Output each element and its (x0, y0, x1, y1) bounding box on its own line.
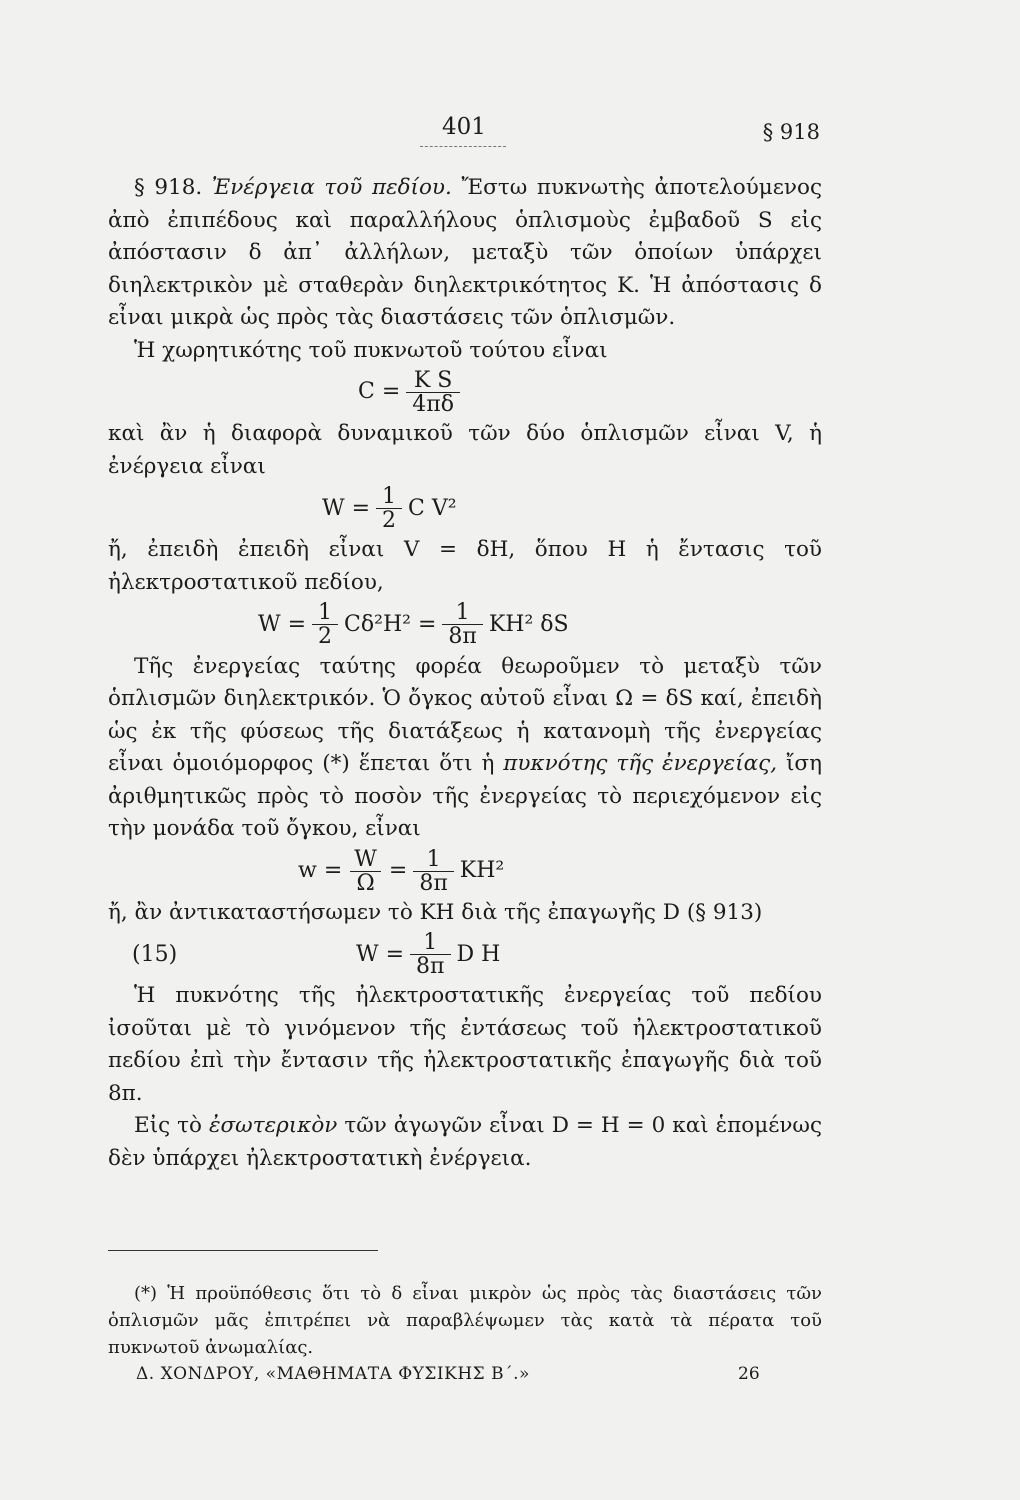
carrier-text-after: ἴση ἀριθμητικῶς πρὸς τὸ ποσὸν τῆς ἐνεργείας τὸ περιεχόμενον εἰς τὴν μονάδα τοῦ ὄγκου, εἶναι (108, 751, 822, 842)
denominator: 2 (376, 508, 402, 532)
carrier-paragraph (108, 651, 822, 846)
eq-rhs: KH² δS (488, 611, 569, 637)
numerator: K S (413, 368, 453, 393)
equation-15 (108, 931, 822, 978)
eq-lhs: W = (356, 941, 405, 967)
fraction (410, 931, 450, 978)
denominator: 8π (413, 871, 453, 895)
denominator: Ω (350, 871, 380, 895)
energy-text: καὶ ἂν ἡ διαφορὰ δυναμικοῦ τῶν δύο ὁπλισμῶν εἶναι V, ἡ ἐνέργεια εἶναι (108, 421, 822, 479)
substitution-text: ἤ, ἂν ἀντικαταστήσωμεν τὸ KH διὰ τῆς ἐπαγωγῆς D (§ 913) (108, 899, 763, 925)
footnote-rule (108, 1250, 378, 1251)
numerator: 1 (318, 600, 333, 626)
fraction (376, 485, 402, 532)
conclusion-paragraph: Ἡ πυκνότης τῆς ἠλεκτροστατικῆς ἐνεργείας τοῦ πεδίου ἰσοῦται μὲ τὸ γινόμενον τῆς ἐντάσεως τοῦ ἠλεκτροστατικοῦ πεδίου ἐπὶ τὴν ἔντασιν τῆς ἠλεκτροστατικῆς ἐπαγωγῆς διὰ τοῦ 8π. (108, 983, 822, 1106)
fraction (442, 601, 482, 648)
fraction (413, 848, 453, 895)
footer-author-book: Δ. ΧΟΝΔΡΟΥ, «ΜΑΘΗΜΑΤΑ ΦΥΣΙΚΗΣ Β΄.» (136, 1364, 530, 1384)
numerator: 1 (423, 930, 438, 956)
interior-paragraph (108, 1110, 822, 1175)
eq-lhs: w = (298, 857, 343, 883)
denominator: 4πδ (406, 392, 460, 416)
fraction (348, 848, 383, 895)
footnote: (*) Ἡ προϋπόθεσις ὅτι τὸ δ εἶναι μικρὸν ὡς πρὸς τὰς διαστάσεις τῶν ὁπλισμῶν μᾶς ἐπιτρέπει νὰ παραβλέψωμεν τὰς κατὰ τὰ πέρατα τοῦ πυκνωτοῦ ἀνωμαλίας. (108, 1283, 822, 1358)
numerator: 1 (426, 846, 441, 872)
section-reference: § 918 (762, 120, 820, 144)
eq-middle: Cδ²H² = (344, 611, 437, 637)
section-number: § 918. (134, 175, 203, 200)
interior-text-after: τῶν ἀγωγῶν εἶναι D = H = 0 καὶ ἑπομένως δὲν ὑπάρχει ἠλεκτροστατικὴ ἐνέργεια. (108, 1113, 822, 1171)
energy-equation (108, 485, 822, 532)
field-equation (108, 601, 822, 648)
eq-rhs: KH² (459, 857, 505, 883)
denominator: 8π (410, 954, 450, 978)
eq-lhs: C = (358, 379, 401, 405)
denominator: 8π (442, 624, 482, 648)
capacity-text: Ἡ χωρητικότης τοῦ πυκνωτοῦ τούτου εἶναι (134, 337, 608, 363)
fraction (312, 601, 338, 648)
page-number: 401 (442, 114, 486, 140)
carrier-text-before: Τῆς ἐνεργείας ταύτης φορέα θεωροῦμεν τὸ μεταξὺ τῶν ὁπλισμῶν διηλεκτρικόν. Ὁ ὄγκος αὐτοῦ εἶναι Ω = δS καί, ἐπειδὴ ὡς ἐκ τῆς φύσεως τῆς διατάξεως ἡ κατανομὴ τῆς ἐνεργείας εἶναι ὁμοιόμορφος (*) ἕπεται ὅτι ἡ (108, 653, 822, 777)
capacity-equation (108, 369, 822, 416)
fraction (406, 369, 460, 416)
numerator: 1 (382, 484, 397, 510)
numerator: W (354, 846, 377, 872)
interior-text-before: Εἰς τὸ (134, 1113, 202, 1139)
denominator: 2 (312, 624, 338, 648)
eq-equals: = (388, 857, 408, 883)
eq-rhs: D H (456, 941, 501, 967)
interior-emphasis: ἐσωτερικὸν (208, 1113, 338, 1139)
numerator: 1 (455, 600, 470, 626)
eq-lhs: W = (322, 495, 371, 521)
field-text: ἤ, ἐπειδὴ ἐπειδὴ εἶναι V = δH, ὅπου H ἡ ἔντασις τοῦ ἠλεκτροστατικοῦ πεδίου, (108, 537, 822, 595)
eq-lhs: W = (258, 611, 307, 637)
header-rule (420, 146, 506, 147)
equation-number: (15) (132, 941, 178, 967)
section-title: Ἐνέργεια τοῦ πεδίου. (211, 175, 452, 200)
eq-rhs: C V² (408, 495, 457, 521)
carrier-emphasis: πυκνότης τῆς ἐνεργείας, (503, 751, 778, 777)
density-equation (108, 848, 822, 895)
intro-paragraph (108, 172, 822, 335)
body-text (108, 172, 822, 1175)
intro-text: Ἔστω πυκνωτὴς ἀποτελούμενος ἀπὸ ἐπιπέδους καὶ παραλλήλους ὁπλισμοὺς ἐμβαδοῦ S εἰς ἀπόστασιν δ ἀπ᾽ ἀλλήλων, μεταξὺ τῶν ὁποίων ὑπάρχει διηλεκτρικὸν μὲ σταθερὰν διηλεκτρικότητος K. Ἡ ἀπόστασις δ εἶναι μικρὰ ὡς πρὸς τὰς διαστάσεις τῶν ὁπλισμῶν. (108, 175, 822, 330)
footer-signature: 26 (738, 1364, 760, 1384)
page-header (0, 114, 1020, 154)
